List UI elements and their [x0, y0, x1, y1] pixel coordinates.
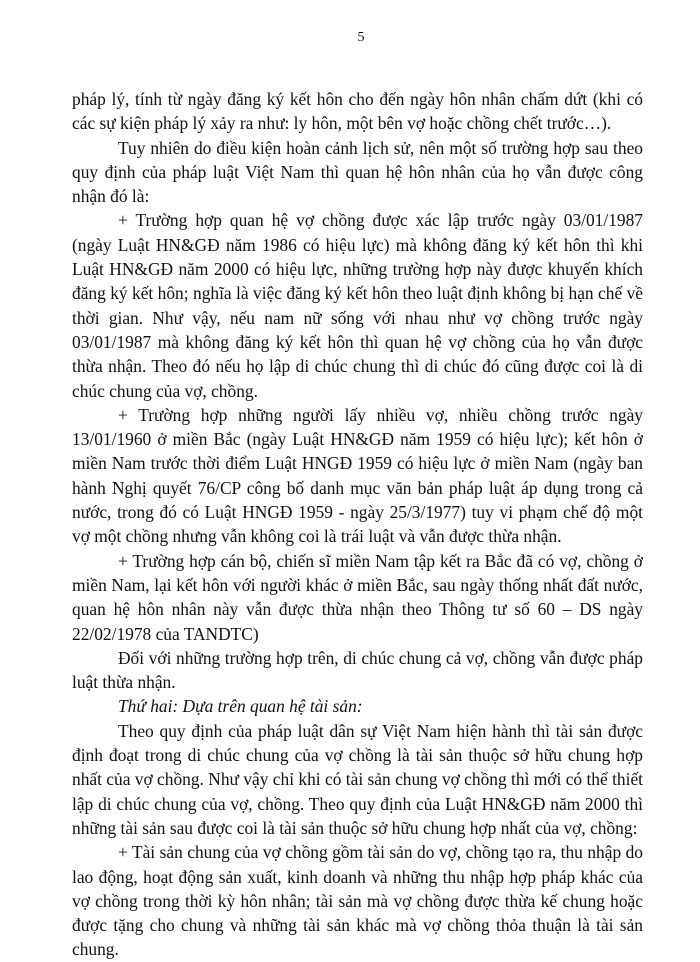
paragraph-case-regroupment: + Trường hợp cán bộ, chiến sĩ miền Nam tập kết ra Bắc đã có vợ, chồng ở miền Nam, lại kết hôn với người khác ở miền Bắc, sau ngày thống nhất đất nước, quan hệ hôn nhân này vẫn được thừa nhận theo Thông tư số 60 – DS ngày 22/02/1978 của TANDTC) [72, 550, 643, 644]
paragraph-case-1960: + Trường hợp những người lấy nhiều vợ, nhiều chồng trước ngày 13/01/1960 ở miền Bắc (ngày Luật HN&GĐ năm 1959 có hiệu lực); kết hôn ở miền Nam trước thời điểm Luật HNGĐ 1959 có hiệu lực ở miền Nam (ngày ban hành Nghị quyết 76/CP công bố danh mục văn bản pháp luật áp dụng trong cả nước, trong đó có Luật HNGĐ 1959 - ngày 25/3/1977) tuy vi phạm chế độ một vợ một chồng nhưng vẫn không coi là trái luật và vẫn được thừa nhận. [72, 404, 643, 547]
paragraph-continuation: pháp lý, tính từ ngày đăng ký kết hôn cho đến ngày hôn nhân chấm dứt (khi có các sự kiện pháp lý xảy ra như: ly hôn, một bên vợ hoặc chồng chết trước…). [72, 89, 643, 134]
page-number: 5 [357, 30, 365, 45]
section-heading-property: Thứ hai: Dựa trên quan hệ tài sản: [118, 696, 363, 717]
paragraph-exceptions-intro: Tuy nhiên do điều kiện hoàn cảnh lịch sử, nên một số trường hợp sau theo quy định của pháp luật Việt Nam thì quan hệ hôn nhân của họ vẫn được công nhận đó là: [72, 137, 643, 207]
document-body [72, 87, 643, 962]
paragraph-common-property: + Tài sản chung của vợ chồng gồm tài sản do vợ, chồng tạo ra, thu nhập do lao động, hoạt động sản xuất, kinh doanh và những thu nhập hợp pháp khác của vợ chồng trong thời kỳ hôn nhân; tài sản mà vợ chồng được thừa kế chung hoặc được tặng cho chung và những tài sản khác mà vợ chồng thỏa thuận là tài sản chung. [72, 842, 643, 960]
paragraph-recognition: Đối với những trường hợp trên, di chúc chung cả vợ, chồng vẫn được pháp luật thừa nhận. [72, 647, 643, 693]
paragraph-property-rules: Theo quy định của pháp luật dân sự Việt Nam hiện hành thì tài sản được định đoạt trong di chúc chung của vợ chồng là tài sản thuộc sở hữu chung hợp nhất của vợ chồng. Như vậy chỉ khi có tài sản chung vợ chồng thì mới có thể thiết lập di chúc chung của vợ, chồng. Theo quy định của Luật HN&GĐ năm 2000 thì những tài sản sau được coi là tài sản thuộc sở hữu chung hợp nhất của vợ, chồng: [72, 720, 643, 838]
paragraph-case-1987: + Trường hợp quan hệ vợ chồng được xác lập trước ngày 03/01/1987 (ngày Luật HN&GĐ năm 1986 có hiệu lực) mà không đăng ký kết hôn thì khi Luật HN&GĐ năm 2000 có hiệu lực, những trường hợp này được khuyến khích đăng ký kết hôn; nghĩa là việc đăng ký kết hôn theo luật định không bị hạn chế về thời gian. Như vậy, nếu nam nữ sống với nhau như vợ chồng trước ngày 03/01/1987 mà không đăng ký kết hôn thì quan hệ vợ chồng của họ vẫn được thừa nhận. Theo đó nếu họ lập di chúc chung thì di chúc đó cũng được coi là di chúc chung của vợ, chồng. [72, 210, 643, 401]
